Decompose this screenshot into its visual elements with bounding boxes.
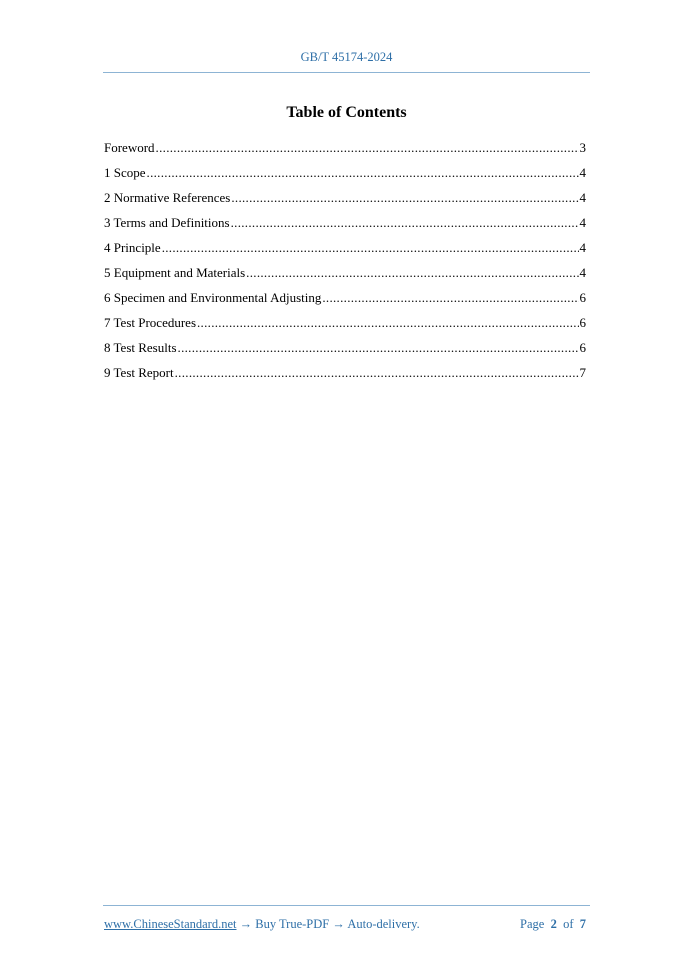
toc-entry-page: 7 xyxy=(579,365,586,380)
current-page-number: 2 xyxy=(550,917,557,931)
toc-dot-leader xyxy=(197,314,579,331)
toc-entry-page: 4 xyxy=(579,215,586,230)
table-of-contents xyxy=(104,139,586,389)
toc-entry-page: 4 xyxy=(579,265,586,280)
toc-entry-page: 6 xyxy=(579,290,586,305)
toc-entry-page: 6 xyxy=(579,315,586,330)
toc-dot-leader xyxy=(231,189,578,206)
toc-entry-label: Foreword xyxy=(104,140,155,155)
toc-dot-leader xyxy=(156,139,579,156)
toc-entry-normative-references[interactable] xyxy=(104,189,586,214)
toc-entry-label: 6 Specimen and Environmental Adjusting xyxy=(104,290,322,305)
toc-entry-label: 5 Equipment and Materials xyxy=(104,265,246,280)
total-pages-number: 7 xyxy=(579,917,586,931)
toc-entry-scope[interactable] xyxy=(104,164,586,189)
toc-entry-test-report[interactable] xyxy=(104,364,586,389)
toc-dot-leader xyxy=(147,164,579,181)
toc-title: Table of Contents xyxy=(286,104,407,121)
toc-entry-label: 8 Test Results xyxy=(104,340,177,355)
arrow-right-icon: → xyxy=(239,917,253,931)
arrow-right-icon: → xyxy=(332,917,345,931)
header-divider xyxy=(103,72,590,73)
toc-entry-terms-and-definitions[interactable] xyxy=(104,214,586,239)
footer-divider xyxy=(103,905,590,906)
toc-entry-page: 4 xyxy=(579,190,586,205)
toc-entry-label: 4 Principle xyxy=(104,240,161,255)
of-label: of xyxy=(563,917,574,931)
toc-entry-test-procedures[interactable] xyxy=(104,314,586,339)
header-standard-code: GB/T 45174-2024 xyxy=(300,50,393,64)
toc-entry-page: 4 xyxy=(579,165,586,180)
toc-entry-page: 4 xyxy=(579,240,586,255)
footer-promo xyxy=(104,917,420,932)
toc-entry-test-results[interactable] xyxy=(104,339,586,364)
toc-entry-label: 9 Test Report xyxy=(104,365,174,380)
toc-entry-equipment-and-materials[interactable] xyxy=(104,264,586,289)
toc-dot-leader xyxy=(178,339,579,356)
toc-entry-foreword[interactable] xyxy=(104,139,586,164)
toc-entry-label: 3 Terms and Definitions xyxy=(104,215,230,230)
toc-dot-leader xyxy=(231,214,579,231)
page-label: Page xyxy=(520,917,545,931)
toc-entry-page: 3 xyxy=(579,140,586,155)
toc-entry-label: 1 Scope xyxy=(104,165,146,180)
page-indicator xyxy=(520,917,586,932)
toc-entry-specimen-and-environmental-adjusting[interactable] xyxy=(104,289,586,314)
toc-dot-leader xyxy=(175,364,579,381)
toc-entry-page: 6 xyxy=(579,340,586,355)
auto-delivery-text: Auto-delivery. xyxy=(347,917,420,931)
toc-entry-label: 2 Normative References xyxy=(104,190,231,205)
toc-dot-leader xyxy=(322,289,578,306)
website-link[interactable]: www.ChineseStandard.net xyxy=(104,917,237,931)
toc-entry-principle[interactable] xyxy=(104,239,586,264)
toc-dot-leader xyxy=(162,239,579,256)
toc-entry-label: 7 Test Procedures xyxy=(104,315,196,330)
buy-true-pdf-text: Buy True-PDF xyxy=(255,917,330,931)
toc-dot-leader xyxy=(246,264,578,281)
